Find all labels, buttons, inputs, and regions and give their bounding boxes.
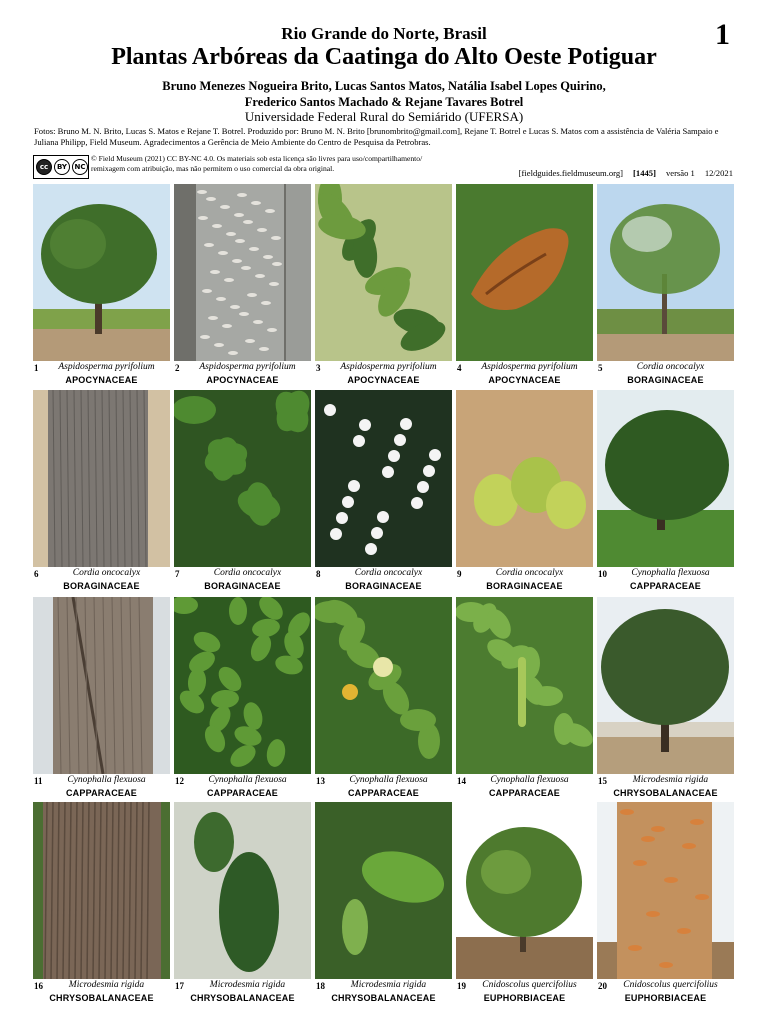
- species-name: Cordia oncocalyx: [636, 362, 705, 372]
- family-name: CHRYSOBALANACEAE: [331, 993, 436, 1003]
- family-name: BORAGINACEAE: [627, 375, 704, 385]
- plate-number: 4: [457, 363, 462, 373]
- plate-9[interactable]: [456, 390, 593, 593]
- plate-5[interactable]: [597, 184, 734, 387]
- family-name: CAPPARACEAE: [488, 788, 561, 798]
- plate-number: 19: [457, 981, 466, 991]
- family-name: EUPHORBIACEAE: [483, 993, 566, 1003]
- species-name: Cynophalla flexuosa: [631, 568, 710, 578]
- guide-number: [1445]: [633, 168, 656, 178]
- family-name: BORAGINACEAE: [204, 581, 281, 591]
- family-name: BORAGINACEAE: [486, 581, 563, 591]
- family-name: CHRYSOBALANACEAE: [613, 788, 718, 798]
- family-name: CHRYSOBALANACEAE: [49, 993, 154, 1003]
- family-name: APOCYNACEAE: [488, 375, 561, 385]
- plate-row: [33, 802, 735, 1005]
- family-name: APOCYNACEAE: [206, 375, 279, 385]
- plate-row: [33, 597, 735, 800]
- species-name: Aspidosperma pyrifolium: [340, 362, 437, 372]
- plate-number: 13: [316, 776, 325, 786]
- by-icon: BY: [54, 159, 70, 175]
- family-name: CHRYSOBALANACEAE: [190, 993, 295, 1003]
- plate-photo[interactable]: [456, 597, 593, 774]
- plate-number: 5: [598, 363, 603, 373]
- nc-icon: NC: [72, 159, 88, 175]
- species-name: Microdesmia rigida: [632, 775, 709, 785]
- plate-6[interactable]: [33, 390, 170, 593]
- plate-number: 2: [175, 363, 180, 373]
- plate-number: 18: [316, 981, 325, 991]
- plate-number: 15: [598, 776, 607, 786]
- species-name: Microdesmia rigida: [68, 980, 145, 990]
- family-name: APOCYNACEAE: [65, 375, 138, 385]
- species-name: Aspidosperma pyrifolium: [199, 362, 296, 372]
- plate-photo[interactable]: [597, 802, 734, 979]
- species-name: Cnidoscolus quercifolius: [623, 980, 718, 990]
- plate-18[interactable]: [315, 802, 452, 1005]
- plate-photo[interactable]: [174, 390, 311, 567]
- version: versão 1: [665, 168, 695, 178]
- license-line-1: © Field Museum (2021) CC BY-NC 4.0. Os materiais sob esta licença são livres para uso/compartilhamento/: [91, 154, 423, 163]
- plate-row: [33, 184, 735, 387]
- family-name: CAPPARACEAE: [347, 788, 420, 798]
- plate-row: [33, 390, 735, 593]
- family-name: APOCYNACEAE: [347, 375, 420, 385]
- family-name: CAPPARACEAE: [65, 788, 138, 798]
- family-name: CAPPARACEAE: [629, 581, 702, 591]
- site-link[interactable]: [fieldguides.fieldmuseum.org]: [518, 168, 624, 178]
- plate-number: 16: [34, 981, 43, 991]
- family-name: BORAGINACEAE: [63, 581, 140, 591]
- date: 12/2021: [704, 168, 733, 178]
- species-name: Cynophalla flexuosa: [490, 775, 569, 785]
- species-name: Cynophalla flexuosa: [349, 775, 428, 785]
- plate-11[interactable]: [33, 597, 170, 800]
- plate-photo[interactable]: [597, 597, 734, 774]
- plate-10[interactable]: [597, 390, 734, 593]
- plate-number: 11: [34, 776, 43, 786]
- species-name: Cynophalla flexuosa: [67, 775, 146, 785]
- species-name: Cordia oncocalyx: [354, 568, 423, 578]
- plate-number: 3: [316, 363, 321, 373]
- plate-photo[interactable]: [597, 184, 734, 361]
- authors-line-2: Frederico Santos Machado & Rejane Tavares Botrel: [244, 95, 524, 109]
- plate-photo[interactable]: [315, 597, 452, 774]
- plate-2[interactable]: [174, 184, 311, 387]
- species-name: Aspidosperma pyrifolium: [58, 362, 155, 372]
- plate-photo[interactable]: [315, 802, 452, 979]
- species-name: Microdesmia rigida: [350, 980, 427, 990]
- plate-16[interactable]: [33, 802, 170, 1005]
- species-name: Aspidosperma pyrifolium: [481, 362, 578, 372]
- plate-photo[interactable]: [456, 802, 593, 979]
- plate-number: 7: [175, 569, 180, 579]
- plate-number: 20: [598, 981, 607, 991]
- plate-number: 6: [34, 569, 39, 579]
- plate-number: 12: [175, 776, 184, 786]
- species-name: Cynophalla flexuosa: [208, 775, 287, 785]
- plate-3[interactable]: [315, 184, 452, 387]
- plate-number: 8: [316, 569, 321, 579]
- authors-line-1: Bruno Menezes Nogueira Brito, Lucas Santos Matos, Natália Isabel Lopes Quirino,: [162, 79, 606, 93]
- plate-photo[interactable]: [174, 802, 311, 979]
- family-name: EUPHORBIACEAE: [624, 993, 707, 1003]
- species-name: Cnidoscolus quercifolius: [482, 980, 577, 990]
- plate-17[interactable]: [174, 802, 311, 1005]
- plate-number: 14: [457, 776, 466, 786]
- plate-photo[interactable]: [33, 597, 170, 774]
- plate-photo[interactable]: [315, 390, 452, 567]
- plate-4[interactable]: [456, 184, 593, 387]
- family-name: BORAGINACEAE: [345, 581, 422, 591]
- species-name: Cordia oncocalyx: [72, 568, 141, 578]
- plate-20[interactable]: [597, 802, 734, 1005]
- plate-8[interactable]: [315, 390, 452, 593]
- plate-photo[interactable]: [456, 184, 593, 361]
- guide-header: [0, 0, 768, 180]
- page-number: 1: [715, 18, 730, 51]
- plate-photo[interactable]: [315, 184, 452, 361]
- plate-12[interactable]: [174, 597, 311, 800]
- authors: [0, 78, 768, 110]
- photo-credits: Fotos: Bruno M. N. Brito, Lucas S. Matos e Rejane T. Botrel. Produzido por: Bruno M. N. Brito [brunombrito@gmail.com], Rejane T. Botrel e Lucas S. Matos com a assistência de Valéria Sampaio e Juliana Philipp, Field Museum. Agradecimentos a Gerência de Meio Ambiente do Centro de Pesquisa da Petrobras.: [34, 126, 719, 147]
- plate-number: 10: [598, 569, 607, 579]
- plate-number: 17: [175, 981, 184, 991]
- plate-photo[interactable]: [456, 390, 593, 567]
- species-name: Microdesmia rigida: [209, 980, 286, 990]
- institution: Universidade Federal Rural do Semiárido (UFERSA): [244, 109, 524, 124]
- plate-15[interactable]: [597, 597, 734, 800]
- family-name: CAPPARACEAE: [206, 788, 279, 798]
- cc-icon: cc: [36, 159, 52, 175]
- cc-license-badge[interactable]: [33, 155, 89, 179]
- species-name: Cordia oncocalyx: [213, 568, 282, 578]
- plate-7[interactable]: [174, 390, 311, 593]
- plate-number: 9: [457, 569, 462, 579]
- plate-photo[interactable]: [33, 184, 170, 361]
- license-line-2: remixagem com atribuição, mas não permitem o uso comercial da obra original.: [91, 164, 335, 173]
- license-text: [91, 154, 481, 174]
- species-name: Cordia oncocalyx: [495, 568, 564, 578]
- plate-photo[interactable]: [33, 802, 170, 979]
- guide-meta: [519, 168, 733, 178]
- plate-photo[interactable]: [174, 184, 311, 361]
- plate-13[interactable]: [315, 597, 452, 800]
- plate-19[interactable]: [456, 802, 593, 1005]
- plate-14[interactable]: [456, 597, 593, 800]
- plate-photo[interactable]: [33, 390, 170, 567]
- page-title: Plantas Arbóreas da Caatinga do Alto Oeste Potiguar: [111, 44, 657, 70]
- plate-photo[interactable]: [174, 597, 311, 774]
- plate-number: 1: [34, 363, 39, 373]
- region-title: Rio Grande do Norte, Brasil: [281, 24, 487, 43]
- plate-photo[interactable]: [597, 390, 734, 567]
- plate-1[interactable]: [33, 184, 170, 387]
